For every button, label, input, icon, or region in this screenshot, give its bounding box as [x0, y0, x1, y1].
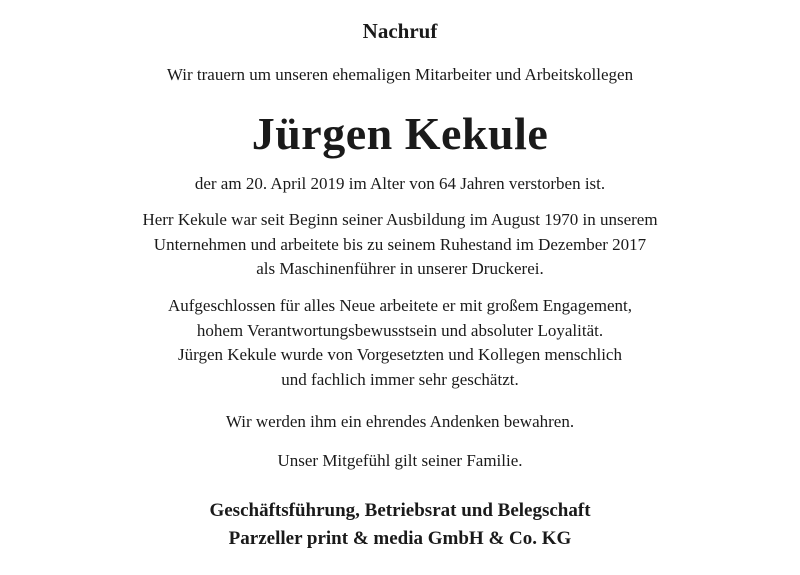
career-line: als Maschinenführer in unserer Druckerei. — [256, 259, 544, 278]
career-line: Herr Kekule war seit Beginn seiner Ausbildung im August 1970 in unserem — [142, 210, 658, 229]
signature-block — [0, 497, 800, 553]
notice-heading: Nachruf — [362, 19, 438, 43]
sympathy-line: Unser Mitgefühl gilt seiner Familie. — [277, 451, 523, 470]
death-notice-line — [0, 172, 800, 197]
signature-line: Parzeller print & media GmbH & Co. KG — [228, 528, 572, 549]
signature-line: Geschäftsführung, Betriebsrat und Belegschaft — [209, 500, 591, 521]
character-line: Aufgeschlossen für alles Neue arbeitete er mit großem Engagement, — [167, 296, 633, 315]
sympathy-paragraph — [0, 449, 800, 474]
character-line: hohem Verantwortungsbewusstsein und absoluter Loyalität. — [196, 320, 604, 340]
career-line: Unternehmen und arbeitete bis zu seinem Ruhestand im Dezember 2017 — [153, 234, 647, 254]
memory-paragraph — [0, 410, 800, 435]
memory-line: Wir werden ihm ein ehrendes Andenken bewahren. — [225, 412, 575, 431]
character-line: Jürgen Kekule wurde von Vorgesetzten und Kollegen menschlich — [178, 345, 622, 364]
deceased-name: Jürgen Kekule — [251, 108, 549, 159]
character-line: und fachlich immer sehr geschätzt. — [281, 369, 519, 389]
career-paragraph — [0, 208, 800, 282]
intro-text: Wir trauern um unseren ehemaligen Mitarbeiter und Arbeitskollegen — [166, 65, 634, 84]
character-paragraph — [0, 294, 800, 392]
death-line: der am 20. April 2019 im Alter von 64 Jahren verstorben ist. — [194, 174, 606, 193]
